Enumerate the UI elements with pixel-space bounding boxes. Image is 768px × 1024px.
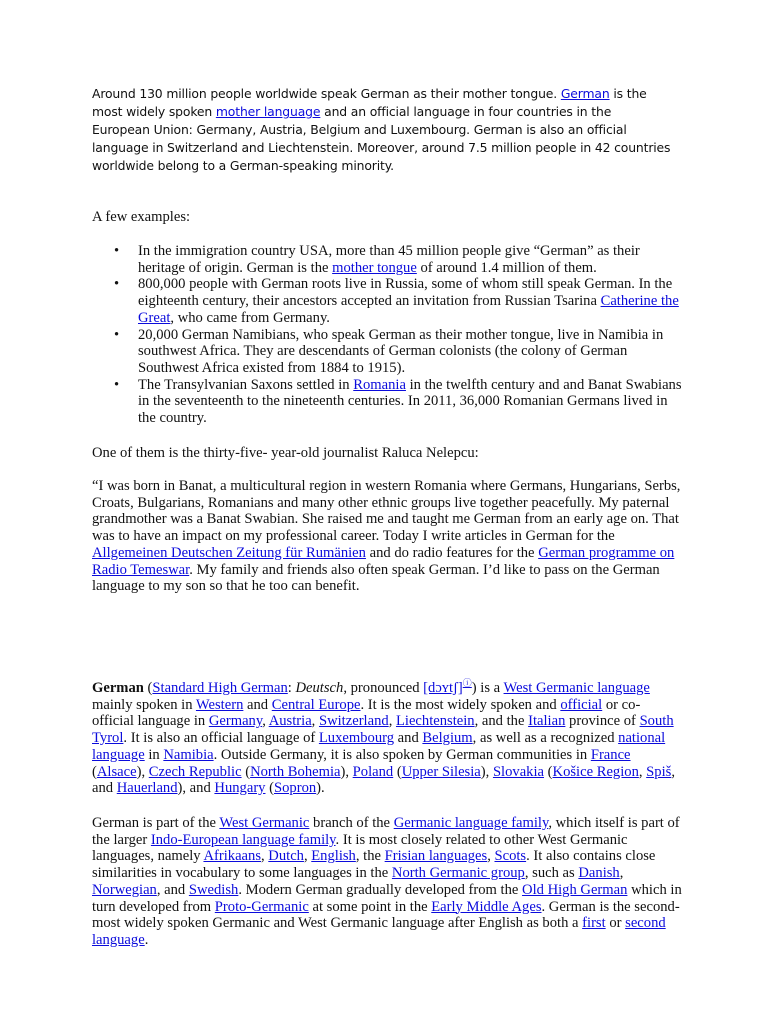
text: branch of the <box>309 815 394 831</box>
link-liechtenstein[interactable]: Liechtenstein <box>395 713 475 730</box>
quote-text: “I was born in Banat, a multicultural region in western Romania where Germans, Hungarians, Serbs, Croats, Bulgarians, Romanians and many other ethnic groups live together peacefully. My paternal grandmother was a Banat Swabian. She raised me and taught me German from an early age on. That was to have an impact on my professional career. Today I write articles in German for the <box>92 478 681 545</box>
text: ( <box>241 763 251 780</box>
quote-text: and do radio features for the <box>365 544 539 561</box>
intro-text: is the most widely spoken <box>92 86 647 119</box>
item-text: 20,000 German Namibians, who speak German as their mother tongue, live in Namibia in southwest Africa. They are descendants of German colonists (the colony of German Southwest Africa existed from 1884 to 1915). <box>138 326 664 376</box>
text: in <box>144 746 164 763</box>
text: ( <box>544 763 553 780</box>
link-national-language[interactable]: national language <box>92 730 666 763</box>
link-north-bohemia[interactable]: North Bohemia <box>250 763 341 780</box>
link-spis[interactable]: Spiš <box>646 763 672 780</box>
few-examples-heading: A few examples: <box>92 209 191 225</box>
bullet-icon: • <box>114 376 120 393</box>
link-danish[interactable]: Danish <box>578 865 620 882</box>
link-mother-language[interactable]: mother language <box>215 104 321 119</box>
list-item <box>92 243 682 276</box>
text: , <box>388 713 396 730</box>
link-old-high-german[interactable]: Old High German <box>522 881 628 898</box>
link-western[interactable]: Western <box>195 696 244 713</box>
link-proto-germanic[interactable]: Proto-Germanic <box>214 898 309 915</box>
link-sopron[interactable]: Sopron <box>274 780 317 797</box>
link-second-language[interactable]: second language <box>92 915 666 948</box>
link-standard-high-german[interactable]: Standard High German <box>152 680 288 696</box>
text: ( <box>143 680 153 696</box>
text: ( <box>393 763 402 780</box>
link-ipa[interactable]: [dɔʏtʃ] <box>423 680 463 696</box>
text: . It is most closely related to other West Germanic languages, namely <box>92 831 628 865</box>
text: and <box>243 696 272 713</box>
text: , <box>487 848 495 865</box>
link-switzerland[interactable]: Switzerland <box>318 713 389 730</box>
text: : <box>287 680 296 696</box>
text: . It is the most widely spoken and <box>360 696 561 713</box>
text: mainly spoken in <box>92 696 196 713</box>
item-text: , who came from Germany. <box>170 309 330 326</box>
deutsch-italic: Deutsch <box>295 680 344 696</box>
text: ). <box>316 780 325 797</box>
text: and <box>394 730 423 747</box>
link-radio-temeswar[interactable]: German programme on Radio Temeswar <box>92 544 675 578</box>
text: , the <box>355 848 385 865</box>
bullet-icon: • <box>114 243 120 259</box>
link-italian[interactable]: Italian <box>528 713 566 730</box>
text: . It also contains close similarities in vocabulary to some languages in the <box>92 848 656 882</box>
text: , <box>261 848 269 865</box>
text: . It is also an official language of <box>123 730 319 747</box>
text: . Outside Germany, it is also spoken by German communities in <box>213 746 591 763</box>
text: which in turn developed from <box>92 881 682 915</box>
intro-text: Around 130 million people worldwide speak German as their mother tongue. <box>92 86 561 101</box>
list-item <box>92 327 682 377</box>
link-namibia[interactable]: Namibia <box>163 746 214 763</box>
link-hungary[interactable]: Hungary <box>214 780 266 797</box>
text: , pronounced <box>343 680 424 696</box>
text: , such as <box>524 865 579 882</box>
item-text: 800,000 people with German roots live in Russia, some of whom still speak German. In the eighteenth century, their ancestors accepted an invitation from Russian Tsarina <box>138 276 673 310</box>
link-english[interactable]: English <box>311 848 356 865</box>
link-first[interactable]: first <box>582 915 606 932</box>
text: , and the <box>474 713 529 730</box>
text: , as well as a recognized <box>472 730 619 747</box>
text: ), <box>480 763 493 780</box>
link-poland[interactable]: Poland <box>352 763 394 780</box>
list-item <box>92 377 682 427</box>
text: , <box>638 763 647 780</box>
text: . Modern German gradually developed from the <box>238 881 523 898</box>
text: ( <box>265 780 274 797</box>
link-upper-silesia[interactable]: Upper Silesia <box>401 763 481 780</box>
text: , <box>311 713 319 730</box>
link-south-tyrol[interactable]: South Tyrol <box>92 713 674 747</box>
item-text: In the immigration country USA, more than 45 million people give “German” as their heritage of origin. German is the <box>138 243 640 276</box>
link-scots[interactable]: Scots <box>494 848 527 865</box>
link-swedish[interactable]: Swedish <box>188 881 239 898</box>
link-central-europe[interactable]: Central Europe <box>271 696 361 713</box>
text: or co-official language in <box>92 696 641 730</box>
link-official[interactable]: official <box>560 696 603 713</box>
link-frisian-languages[interactable]: Frisian languages <box>384 848 488 865</box>
link-france[interactable]: France <box>590 746 631 763</box>
link-north-germanic-group[interactable]: North Germanic group <box>391 865 525 882</box>
intro-text: and an official language in four countries in the European Union: Germany, Austria, Belgium and Luxembourg. German is also an official language in Switzerland and Liechtenstein. Moreover, around 7.5 million people in 42 countries worldwide belong to a German-speaking minority. <box>92 104 671 173</box>
german-paragraph-2 <box>92 815 682 949</box>
list-item <box>92 276 682 326</box>
text: ), and <box>177 780 215 797</box>
text: , <box>303 848 312 865</box>
item-text: of around 1.4 million of them. <box>416 259 597 276</box>
bullet-icon: • <box>114 326 120 343</box>
one-of-them-line: One of them is the thirty-five- year-old journalist Raluca Nelepcu: <box>92 445 479 461</box>
link-luxembourg[interactable]: Luxembourg <box>318 730 395 747</box>
text: ), <box>340 763 353 780</box>
link-early-middle-ages[interactable]: Early Middle Ages <box>431 898 542 915</box>
link-adz[interactable]: Allgemeinen Deutschen Zeitung für Rumänien <box>92 544 366 561</box>
link-kosice-region[interactable]: Košice Region <box>552 763 639 780</box>
intro-paragraph <box>92 85 672 175</box>
german-paragraph-1 <box>92 680 682 797</box>
german-bold-term: German <box>92 680 144 696</box>
text: , <box>619 865 624 882</box>
link-romania[interactable]: Romania <box>353 376 406 393</box>
link-german[interactable]: German <box>560 86 610 101</box>
quote-text: . My family and friends also often speak German. I’d like to pass on the German language to my son so that he too can benefit. <box>92 561 660 595</box>
link-slovakia[interactable]: Slovakia <box>492 763 545 780</box>
link-czech-republic[interactable]: Czech Republic <box>148 763 242 780</box>
link-germanic-language-family[interactable]: Germanic language family <box>393 815 549 831</box>
text: province of <box>565 713 640 730</box>
link-afrikaans[interactable]: Afrikaans <box>203 848 261 865</box>
item-text: The Transylvanian Saxons settled in <box>138 376 354 393</box>
audio-info-icon[interactable]: ⓘ <box>462 678 472 689</box>
text: or <box>605 915 626 932</box>
link-west-germanic[interactable]: West Germanic <box>219 815 310 831</box>
text: . German is the second-most widely spoken Germanic and West Germanic language after English as both a <box>92 898 680 932</box>
link-hauerland[interactable]: Hauerland <box>116 780 178 797</box>
link-belgium[interactable]: Belgium <box>422 730 473 747</box>
text: German is part of the <box>92 815 220 831</box>
text: at some point in the <box>308 898 432 915</box>
link-catherine-the-great[interactable]: Catherine the Great <box>138 293 679 326</box>
quote-paragraph <box>92 478 692 595</box>
link-norwegian[interactable]: Norwegian <box>92 881 157 898</box>
link-austria[interactable]: Austria <box>268 713 312 730</box>
link-alsace[interactable]: Alsace <box>96 763 137 780</box>
text: ( <box>92 763 97 780</box>
text: , and <box>92 763 675 797</box>
link-indo-european[interactable]: Indo-European language family <box>150 831 336 848</box>
link-west-germanic-language[interactable]: West Germanic language <box>503 680 650 696</box>
text: ) is a <box>471 680 504 696</box>
text: , which itself is part of the larger <box>92 815 680 848</box>
link-dutch[interactable]: Dutch <box>268 848 304 865</box>
examples-list <box>92 243 682 427</box>
item-text: in the twelfth century and and Banat Swabians in the seventeenth to the nineteenth centuries. In 2011, 36,000 Romanian Germans lived in the country. <box>138 376 682 427</box>
text: ), <box>136 763 149 780</box>
text: , <box>262 713 269 730</box>
link-germany[interactable]: Germany <box>208 713 263 730</box>
bullet-icon: • <box>114 276 120 293</box>
text: . <box>144 931 149 948</box>
text: , and <box>156 881 189 898</box>
link-mother-tongue[interactable]: mother tongue <box>332 259 417 276</box>
